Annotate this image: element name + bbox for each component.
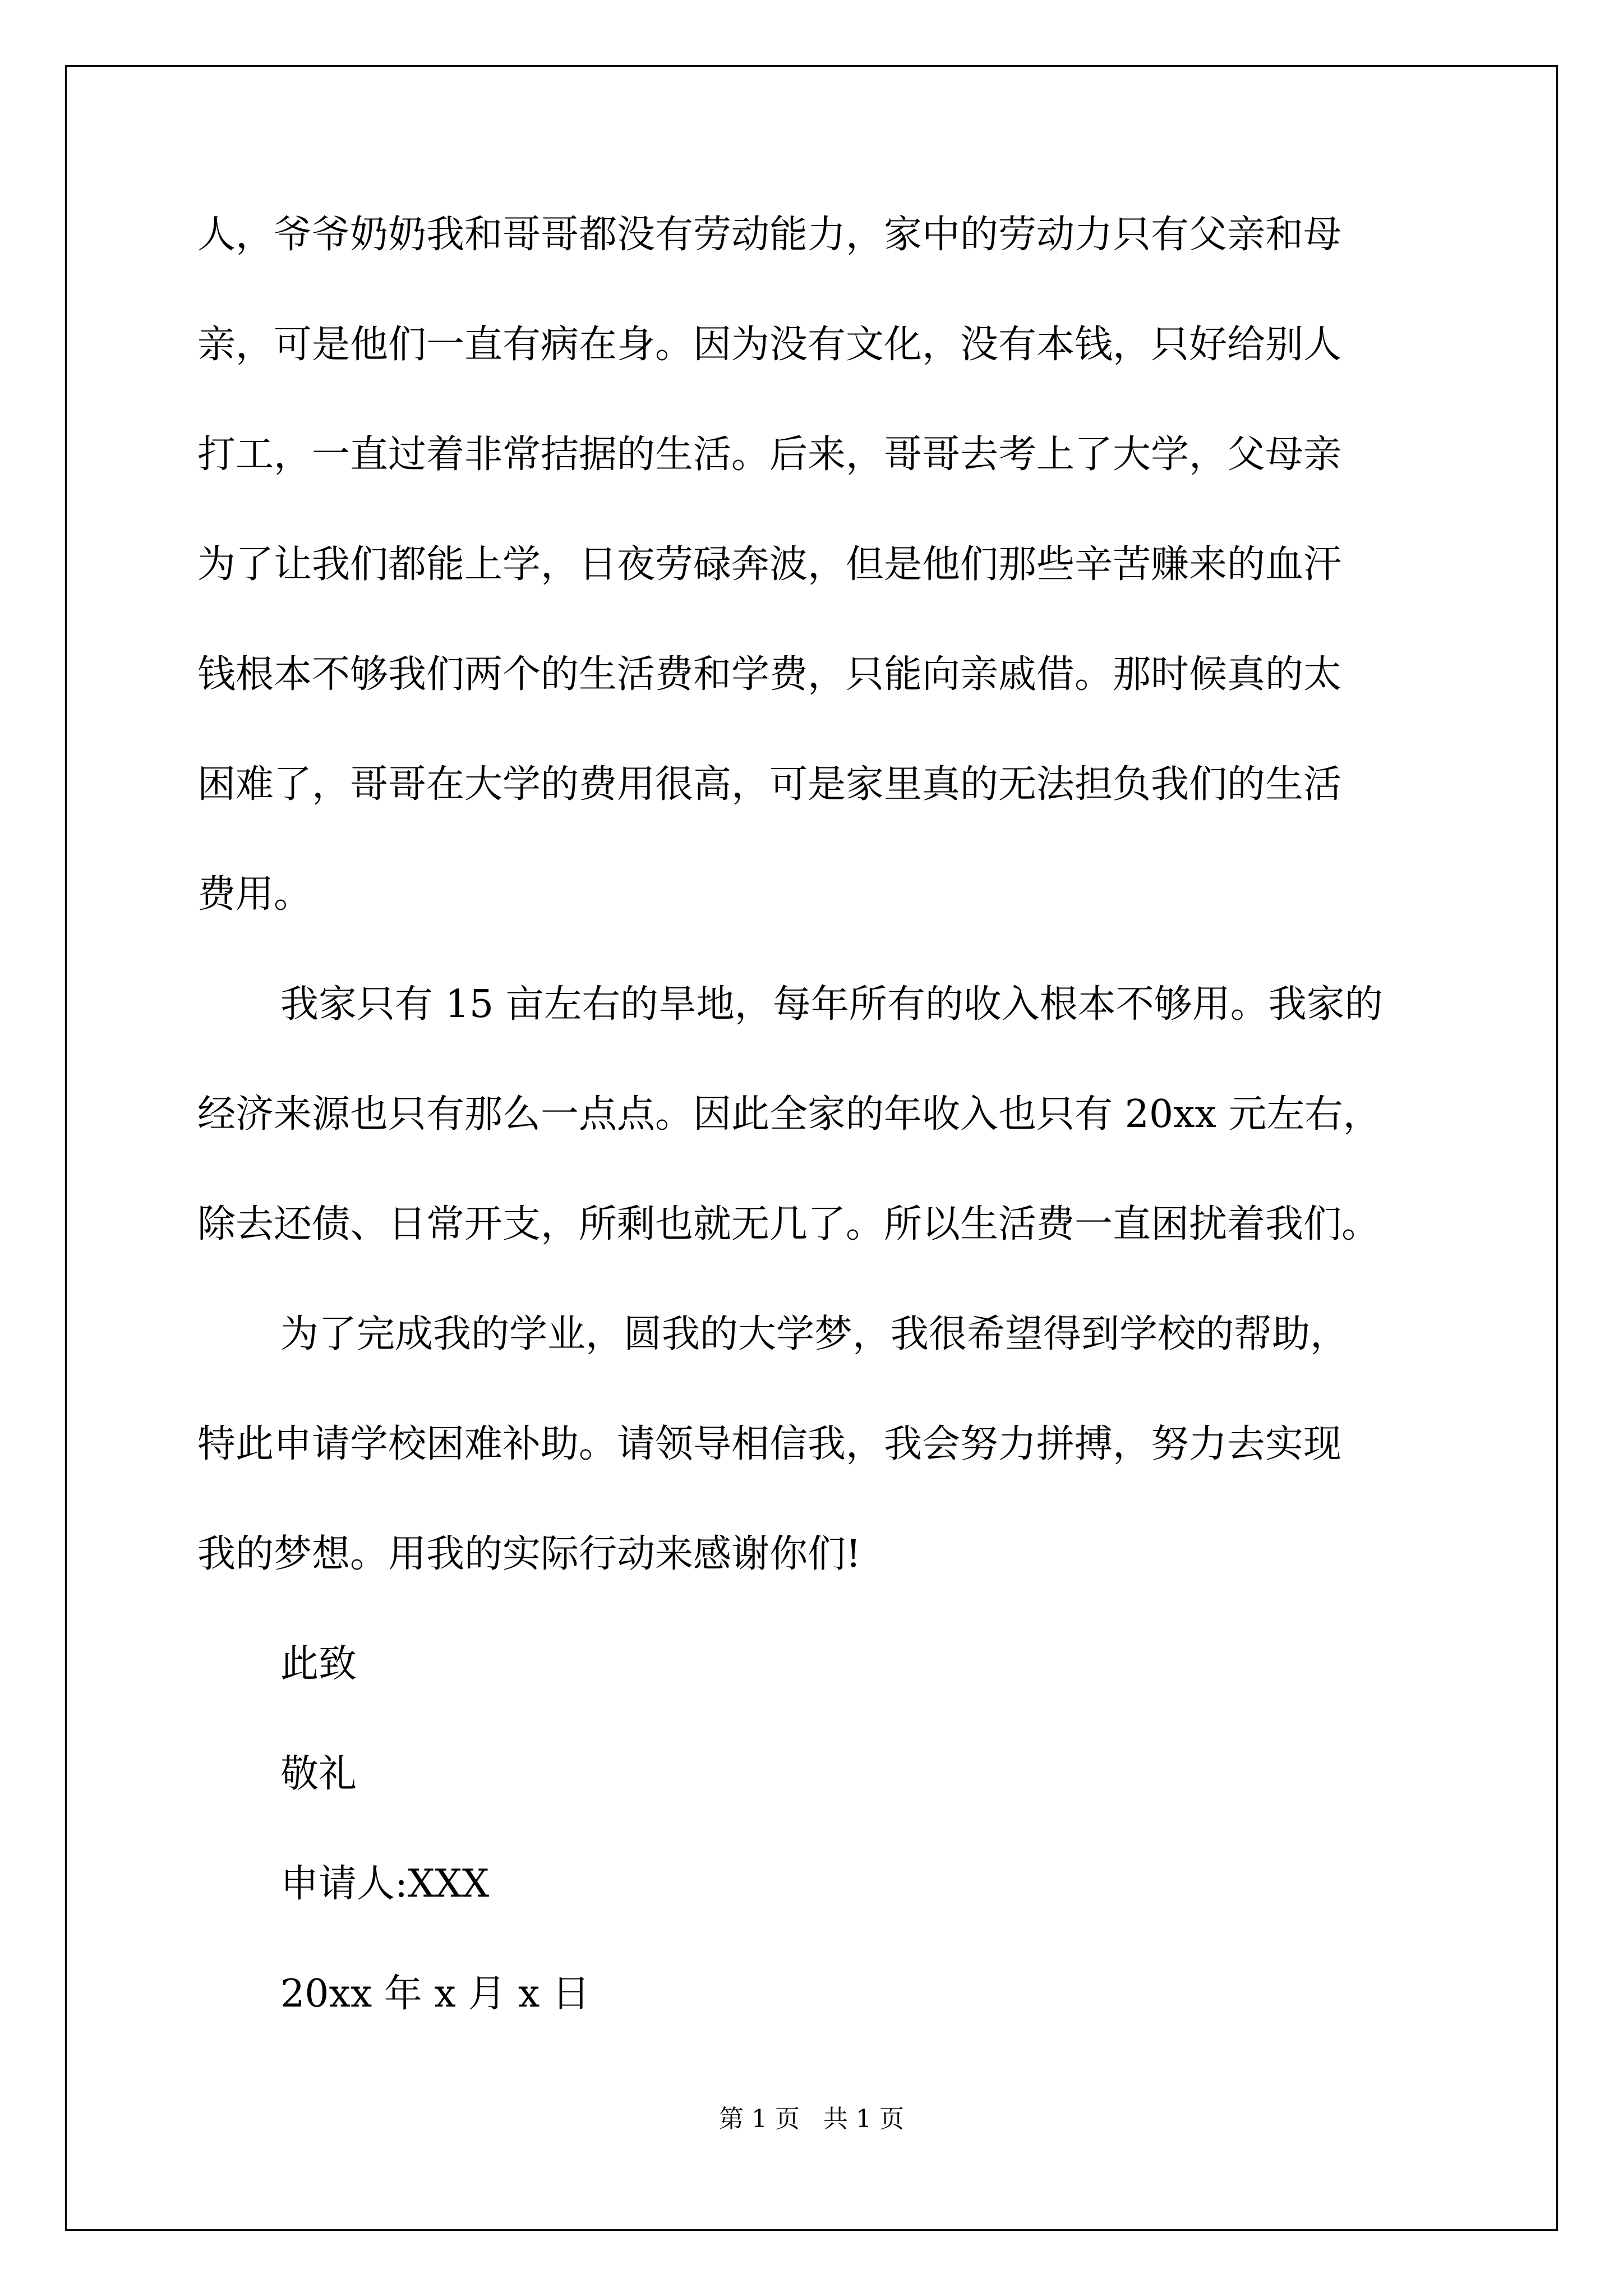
text-line: 特此申请学校困难补助。请领导相信我，我会努力拼搏，努力去实现 [197,1422,1342,1466]
text-line: 除去还债、日常开支，所剩也就无几了。所以生活费一直困扰着我们。 [197,1202,1380,1246]
letter-body [197,213,1448,2085]
text-line: 经济来源也只有那么一点点。因此全家的年收入也只有 20xx 元左右， [197,1092,1381,1137]
closing-line: 此致 [280,1642,357,1686]
text-line: 钱根本不够我们两个的生活费和学费，只能向亲戚借。那时候真的太 [197,652,1342,697]
text-line: 我家只有 15 亩左右的旱地，每年所有的收入根本不够用。我家的 [280,982,1383,1027]
text-line: 人，爷爷奶奶我和哥哥都没有劳动能力，家中的劳动力只有父亲和母 [197,213,1342,257]
text-line: 打工，一直过着非常拮据的生活。后来，哥哥去考上了大学，父母亲 [197,432,1342,477]
text-line: 我的梦想。用我的实际行动来感谢你们! [197,1532,861,1576]
date-line: 20xx 年 x 月 x 日 [280,1972,591,2016]
applicant-line: 申请人:XXX [280,1862,490,1906]
text-line: 为了完成我的学业，圆我的大学梦，我很希望得到学校的帮助， [280,1312,1349,1356]
text-line: 为了让我们都能上学，日夜劳碌奔波，但是他们那些辛苦赚来的血汗 [197,542,1342,587]
page-number-footer: 第 1 页 共 1 页 [719,2105,904,2133]
text-line: 亲，可是他们一直有病在身。因为没有文化，没有本钱，只好给别人 [197,323,1342,367]
salutation-line: 敬礼 [280,1752,357,1796]
text-line: 困难了，哥哥在大学的费用很高，可是家里真的无法担负我们的生活 [197,762,1342,807]
text-line: 费用。 [197,872,312,917]
